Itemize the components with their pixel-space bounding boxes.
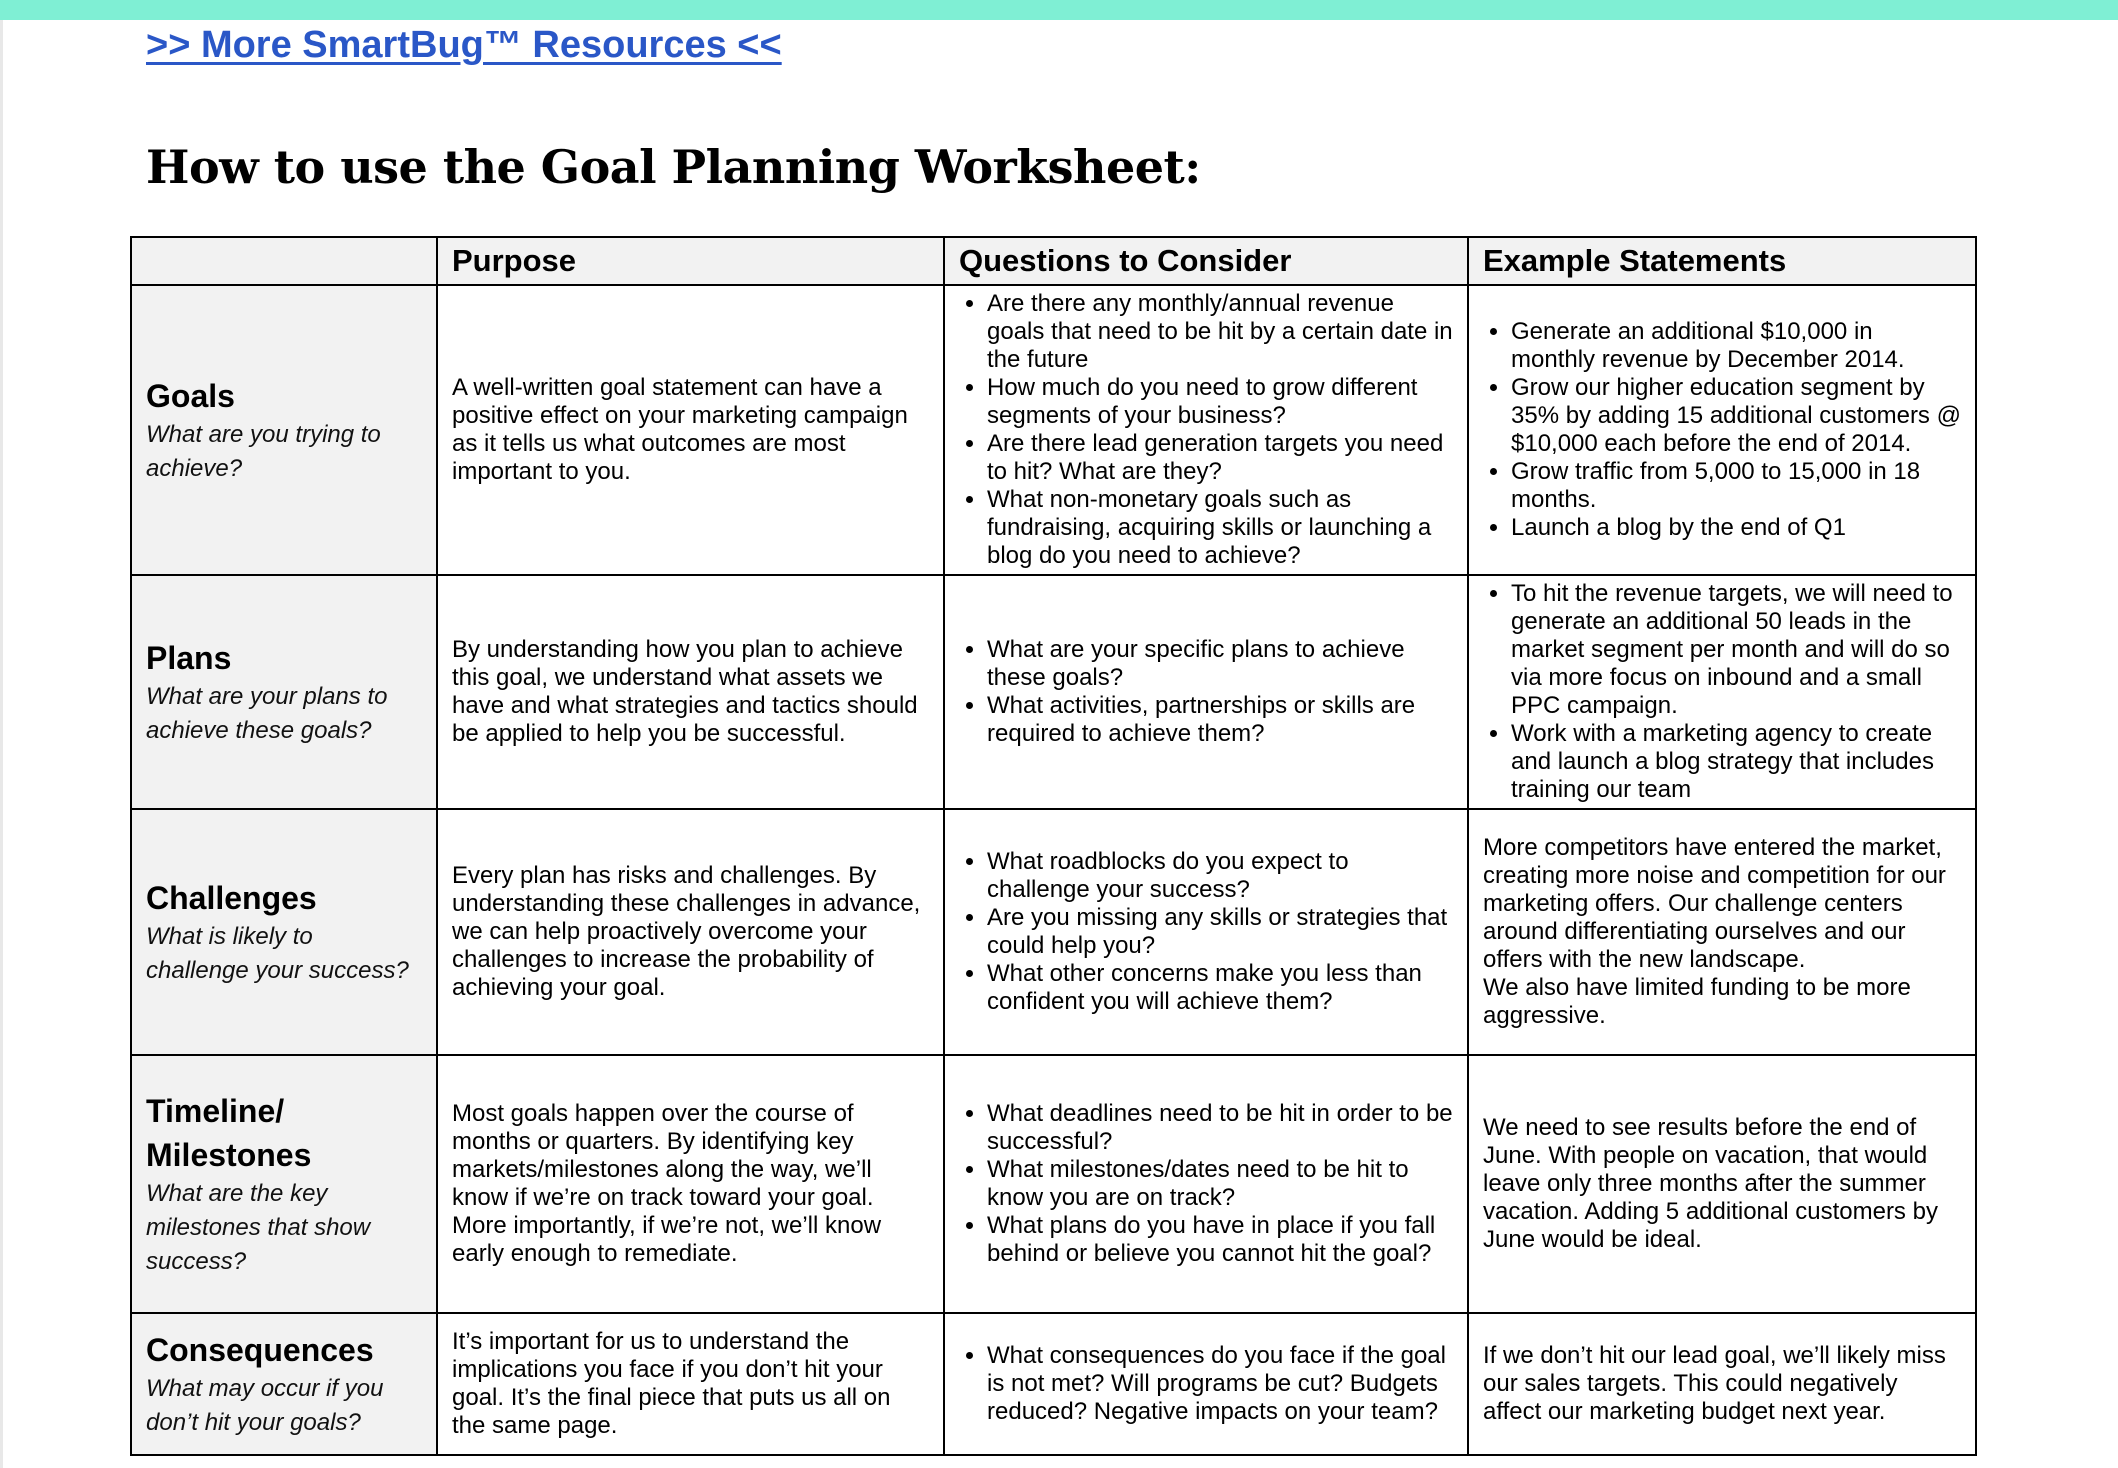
goal-planning-table <box>130 236 1977 1456</box>
list-item: • What activities, partnerships or skills are required to achieve them? <box>987 692 1453 748</box>
examples-cell: We need to see results before the end of June. With people on vacation, that would leave only three months after the summer vacation. Adding 5 additional customers by June would be ideal. <box>1468 1055 1976 1313</box>
table-row-timeline <box>131 1055 1976 1313</box>
examples-list <box>1483 318 1961 542</box>
purpose-cell: Every plan has risks and challenges. By understanding these challenges in advance, we can help proactively overcome your challenges to increase the probability of achieving your goal. <box>437 809 944 1055</box>
row-subtitle: What are the key milestones that show success? <box>146 1180 371 1275</box>
left-edge-border <box>0 20 3 1468</box>
row-title: Timeline/ <box>146 1093 285 1129</box>
list-item: • What non-monetary goals such as fundraising, acquiring skills or launching a blog do you need to achieve? <box>987 486 1453 570</box>
list-item: • Launch a blog by the end of Q1 <box>1511 514 1961 542</box>
list-item: • Grow our higher education segment by 35% by adding 15 additional customers @ $10,000 each before the end of 2014. <box>1511 374 1961 458</box>
row-title: Milestones <box>146 1137 312 1173</box>
header-questions: Questions to Consider <box>944 237 1468 285</box>
header-purpose: Purpose <box>437 237 944 285</box>
questions-list <box>959 848 1453 1016</box>
list-item: • What are your specific plans to achieve these goals? <box>987 636 1453 692</box>
table-row-consequences <box>131 1313 1976 1455</box>
row-label-challenges <box>131 809 437 1055</box>
questions-list <box>959 290 1453 570</box>
questions-cell <box>944 575 1468 809</box>
top-accent-bar <box>0 0 2118 20</box>
header-examples: Example Statements <box>1468 237 1976 285</box>
row-title: Challenges <box>146 880 317 916</box>
examples-cell <box>1468 575 1976 809</box>
questions-cell <box>944 809 1468 1055</box>
list-item: • What plans do you have in place if you fall behind or believe you cannot hit the goal? <box>987 1212 1453 1268</box>
list-item: • Generate an additional $10,000 in monthly revenue by December 2014. <box>1511 318 1961 374</box>
row-subtitle: What are your plans to achieve these goals? <box>146 683 388 744</box>
list-item: • Are you missing any skills or strategies that could help you? <box>987 904 1453 960</box>
questions-list <box>959 1100 1453 1268</box>
purpose-cell: Most goals happen over the course of months or quarters. By identifying key markets/milestones along the way, we’ll know if we’re on track toward your goal. More importantly, if we’re not, we’ll know early enough to remediate. <box>437 1055 944 1313</box>
list-item: • To hit the revenue targets, we will need to generate an additional 50 leads in the market segment per month and will do so via more focus on inbound and a small PPC campaign. <box>1511 580 1961 720</box>
purpose-cell: A well-written goal statement can have a positive effect on your marketing campaign as it tells us what outcomes are most important to you. <box>437 285 944 575</box>
questions-cell <box>944 285 1468 575</box>
row-title: Consequences <box>146 1332 374 1368</box>
questions-cell <box>944 1055 1468 1313</box>
list-item: • What milestones/dates need to be hit to know you are on track? <box>987 1156 1453 1212</box>
list-item: • What roadblocks do you expect to challenge your success? <box>987 848 1453 904</box>
row-subtitle: What may occur if you don’t hit your goals? <box>146 1375 384 1436</box>
row-label-timeline <box>131 1055 437 1313</box>
examples-cell: If we don’t hit our lead goal, we’ll likely miss our sales targets. This could negatively affect our marketing budget next year. <box>1468 1313 1976 1455</box>
list-item: • What deadlines need to be hit in order to be successful? <box>987 1100 1453 1156</box>
example-paragraph: More competitors have entered the market, creating more noise and competition for our marketing offers. Our challenge centers around differentiating ourselves and our offers with the new landscape. <box>1483 834 1946 973</box>
header-corner-cell <box>131 237 437 285</box>
questions-list <box>959 1342 1453 1426</box>
list-item: • Are there lead generation targets you need to hit? What are they? <box>987 430 1453 486</box>
table-row-plans <box>131 575 1976 809</box>
page-title: How to use the Goal Planning Worksheet: <box>146 140 1201 194</box>
list-item: • What consequences do you face if the goal is not met? Will programs be cut? Budgets reduced? Negative impacts on your team? <box>987 1342 1453 1426</box>
table-row-challenges <box>131 809 1976 1055</box>
examples-cell <box>1468 285 1976 575</box>
row-subtitle: What is likely to challenge your success? <box>146 923 409 984</box>
examples-list <box>1483 580 1961 804</box>
questions-cell <box>944 1313 1468 1455</box>
list-item: • Grow traffic from 5,000 to 15,000 in 18 months. <box>1511 458 1961 514</box>
row-label-plans <box>131 575 437 809</box>
row-label-goals <box>131 285 437 575</box>
row-label-consequences <box>131 1313 437 1455</box>
more-resources-link[interactable]: >> More SmartBug™ Resources << <box>146 24 782 66</box>
list-item: • How much do you need to grow different segments of your business? <box>987 374 1453 430</box>
table-row-goals <box>131 285 1976 575</box>
examples-cell <box>1468 809 1976 1055</box>
row-title: Plans <box>146 640 232 676</box>
row-subtitle: What are you trying to achieve? <box>146 421 381 482</box>
purpose-cell: By understanding how you plan to achieve this goal, we understand what assets we have and what strategies and tactics should be applied to help you be successful. <box>437 575 944 809</box>
list-item: • Work with a marketing agency to create and launch a blog strategy that includes training our team <box>1511 720 1961 804</box>
row-title: Goals <box>146 378 235 414</box>
questions-list <box>959 636 1453 748</box>
list-item: • Are there any monthly/annual revenue goals that need to be hit by a certain date in the future <box>987 290 1453 374</box>
list-item: • What other concerns make you less than confident you will achieve them? <box>987 960 1453 1016</box>
table-header-row <box>131 237 1976 285</box>
purpose-cell: It’s important for us to understand the implications you face if you don’t hit your goal. It’s the final piece that puts us all on the same page. <box>437 1313 944 1455</box>
example-paragraph: We also have limited funding to be more aggressive. <box>1483 974 1911 1029</box>
